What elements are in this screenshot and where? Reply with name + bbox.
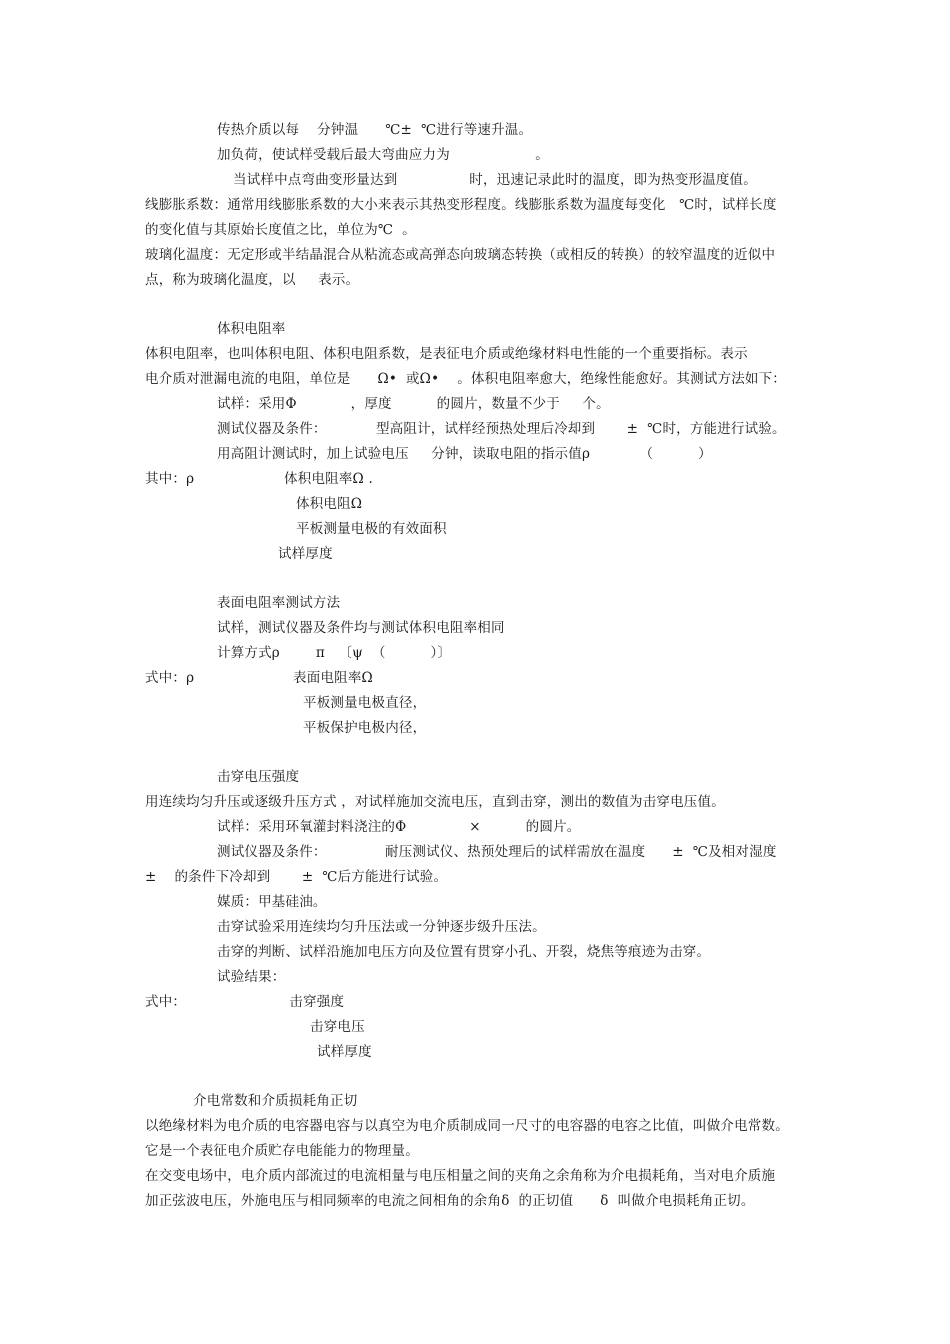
section-heading: 体积电阻率 [217, 321, 286, 337]
text-line: 试样厚度 [317, 1044, 372, 1060]
text-line: 平板测量电极直径， [303, 695, 427, 711]
text-line: 击穿试验采用连续均匀升压法或一分钟逐步级升压法。 [217, 919, 546, 935]
text-line: 当试样中点弯曲变形量达到 时，迅速记录此时的温度，即为热变形温度值。 [233, 172, 757, 188]
text-line: 式中： 击穿强度 [145, 994, 345, 1010]
section-heading: 击穿电压强度 [217, 769, 300, 785]
text-line: 其中：ρ 体积电阻率Ω . [145, 471, 373, 487]
text-line: 体积电阻Ω [296, 496, 363, 512]
text-line: 加负荷，使试样受载后最大弯曲应力为 。 [217, 147, 549, 163]
text-line: ± 的条件下冷却到 ± ℃后方能进行试验。 [145, 869, 448, 885]
text-line: 平板测量电极的有效面积 [296, 521, 447, 537]
text-line: 测试仪器及条件： 型高阻计，试样经预热处理后冷却到 ± ℃时，方能进行试验。 [217, 421, 786, 437]
text-line: 试验结果： [217, 969, 286, 985]
section-heading: 表面电阻率测试方法 [217, 595, 341, 611]
text-line: 线膨胀系数：通常用线膨胀系数的大小来表示其热变形程度。线膨胀系数为温度每变化 ℃时，试样长度 [145, 197, 777, 213]
text-line: 测试仪器及条件： 耐压测试仪、热预处理后的试样需放在温度 ± ℃及相对湿度 [217, 844, 777, 860]
text-line: 的变化值与其原始长度值之比，单位为℃ 。 [145, 222, 416, 238]
text-line: 传热介质以每 分钟温 ℃± ℃进行等速升温。 [217, 122, 533, 138]
text-line: 击穿电压 [310, 1019, 365, 1035]
text-line: 加正弦波电压，外施电压与相同频率的电流之间相角的余角δ 的正切值 δ 叫做介电损耗角正切。 [145, 1193, 755, 1209]
text-line: 体积电阻率，也叫体积电阻、体积电阻系数，是表征电介质或绝缘材料电性能的一个重要指标。表示 [145, 346, 748, 362]
text-line: 用连续均匀升压或逐级升压方式 ，对试样施加交流电压，直到击穿，测出的数值为击穿电压值。 [145, 794, 725, 810]
text-line: 用高阻计测试时，加上试验电压 分钟，读取电阻的指示值ρ （ ） [217, 446, 712, 462]
text-line: 点，称为玻璃化温度，以 表示。 [145, 272, 360, 288]
text-line: 试样，测试仪器及条件均与测试体积电阻率相同 [217, 620, 505, 636]
text-line: 试样厚度 [278, 546, 333, 562]
text-line: 玻璃化温度：无定形或半结晶混合从粘流态或高弹态向玻璃态转换（或相反的转换）的较窄温度的近似中 [145, 247, 776, 263]
text-line: 试样：采用Φ ，厚度 的圆片，数量不少于 个。 [217, 396, 610, 412]
text-line: 平板保护电极内径， [303, 720, 427, 736]
text-line: 以绝缘材料为电介质的电容器电容与以真空为电介质制成同一尺寸的电容器的电容之比值，叫做介电常数。 [145, 1118, 789, 1134]
text-line: 在交变电场中，电介质内部流过的电流相量与电压相量之间的夹角之余角称为介电损耗角，当对电介质施 [145, 1168, 776, 1184]
text-line: 式中：ρ 表面电阻率Ω [145, 670, 373, 686]
text-line: 击穿的判断、试样沿施加电压方向及位置有贯穿小孔、开裂，烧焦等痕迹为击穿。 [217, 944, 711, 960]
text-line: 试样：采用环氧灌封料浇注的Φ × 的圆片。 [217, 819, 581, 835]
text-line: 电介质对泄漏电流的电阻，单位是 Ω• 或Ω• 。体积电阻率愈大，绝缘性能愈好。其测试方法如下： [145, 371, 787, 387]
text-line: 计算方式ρ π 〔ψ （ ）〕 [217, 645, 452, 661]
section-heading: 介电常数和介质损耗角正切 [193, 1093, 358, 1109]
text-line: 媒质：甲基硅油。 [217, 894, 327, 910]
text-line: 它是一个表征电介质贮存电能能力的物理量。 [145, 1143, 419, 1159]
